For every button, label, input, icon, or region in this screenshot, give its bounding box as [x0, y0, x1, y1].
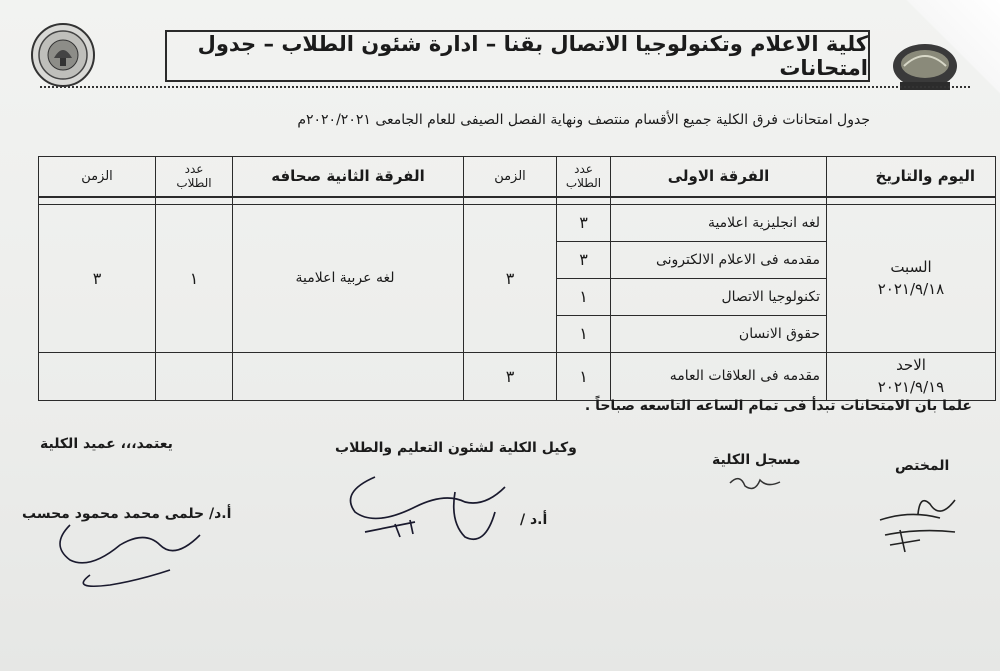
dotted-divider [40, 86, 970, 88]
registrar-signature [725, 468, 785, 498]
day1-time-cell: ٣ [464, 204, 557, 352]
subject-cell: مقدمه فى العلاقات العامه [611, 352, 827, 400]
header-student-count-2 [156, 157, 233, 197]
count-cell: ٣ [557, 204, 611, 241]
dean-name: أ.د/ حلمى محمد محمود محسب [22, 506, 232, 522]
day1-second-year-subject: لغه عربية اعلامية [233, 204, 464, 352]
table-header-row [39, 157, 996, 197]
empty-cell [156, 352, 233, 400]
header-first-year: الفرقة الاولى [611, 157, 827, 197]
header-count-line1: عدد [574, 162, 593, 177]
vice-dean-name: أ.د / [520, 512, 548, 528]
page-title: كلية الاعلام وتكنولوجيا الاتصال بقنا – ادارة شئون الطلاب – جدول امتحانات [197, 32, 868, 80]
day1-date: ٢٠٢١/٩/١٨ [877, 280, 945, 298]
header-count2-line2: الطلاب [176, 176, 212, 191]
count-cell: ١ [557, 315, 611, 352]
subject-cell: مقدمه فى الاعلام الالكترونى [611, 241, 827, 278]
header-second-year-journalism: الفرقة الثانية صحافه [233, 157, 464, 197]
count-cell: ١ [557, 278, 611, 315]
day1-cell [827, 204, 996, 352]
day2-date: ٢٠٢١/٩/١٩ [877, 378, 945, 396]
header-count2-line1: عدد [184, 162, 204, 177]
vice-dean-label: وكيل الكلية لشئون التعليم والطلاب [335, 440, 577, 456]
dean-signature [50, 515, 220, 595]
header-time: الزمن [464, 157, 557, 197]
day2-name: الاحد [896, 356, 926, 374]
day2-cell [827, 352, 996, 400]
subject-cell: لغه انجليزية اعلامية [611, 204, 827, 241]
day1-name: السبت [890, 258, 932, 276]
day2-time-cell: ٣ [464, 352, 557, 400]
day1-second-year-count: ١ [156, 204, 233, 352]
empty-cell [233, 352, 464, 400]
preparer-label: المختص [895, 458, 950, 474]
header-student-count [557, 157, 611, 197]
exam-start-note: علما بان الامتحانات تبدأ فى تمام الساعه التاسعه صباحاً . [584, 398, 972, 414]
empty-cell [39, 352, 156, 400]
dean-approval-label: يعتمد،،، عميد الكلية [40, 436, 173, 452]
table-row [39, 204, 996, 241]
vice-dean-signature [335, 452, 535, 552]
registrar-label: مسجل الكلية [712, 452, 801, 468]
count-cell: ١ [557, 352, 611, 400]
page-title-box [165, 30, 870, 82]
day1-second-year-time: ٣ [39, 204, 156, 352]
header-day-date: اليوم والتاريخ [827, 157, 996, 197]
header-count-line2: الطلاب [565, 176, 602, 191]
subject-cell: تكنولوجيا الاتصال [611, 278, 827, 315]
university-seal-icon [30, 22, 96, 88]
subject-cell: حقوق الانسان [611, 315, 827, 352]
table-row [39, 352, 996, 400]
preparer-signature [860, 490, 970, 560]
header-separator [39, 197, 996, 205]
exam-schedule-subtitle: جدول امتحانات فرق الكلية جميع الأقسام منتصف ونهاية الفصل الصيفى للعام الجامعى ٢٠٢٠/٢٠٢١م [297, 112, 870, 128]
count-cell: ٣ [557, 241, 611, 278]
exam-schedule-table [38, 156, 996, 401]
faculty-logo-icon [890, 40, 960, 92]
header-time-2: الزمن [39, 157, 156, 197]
